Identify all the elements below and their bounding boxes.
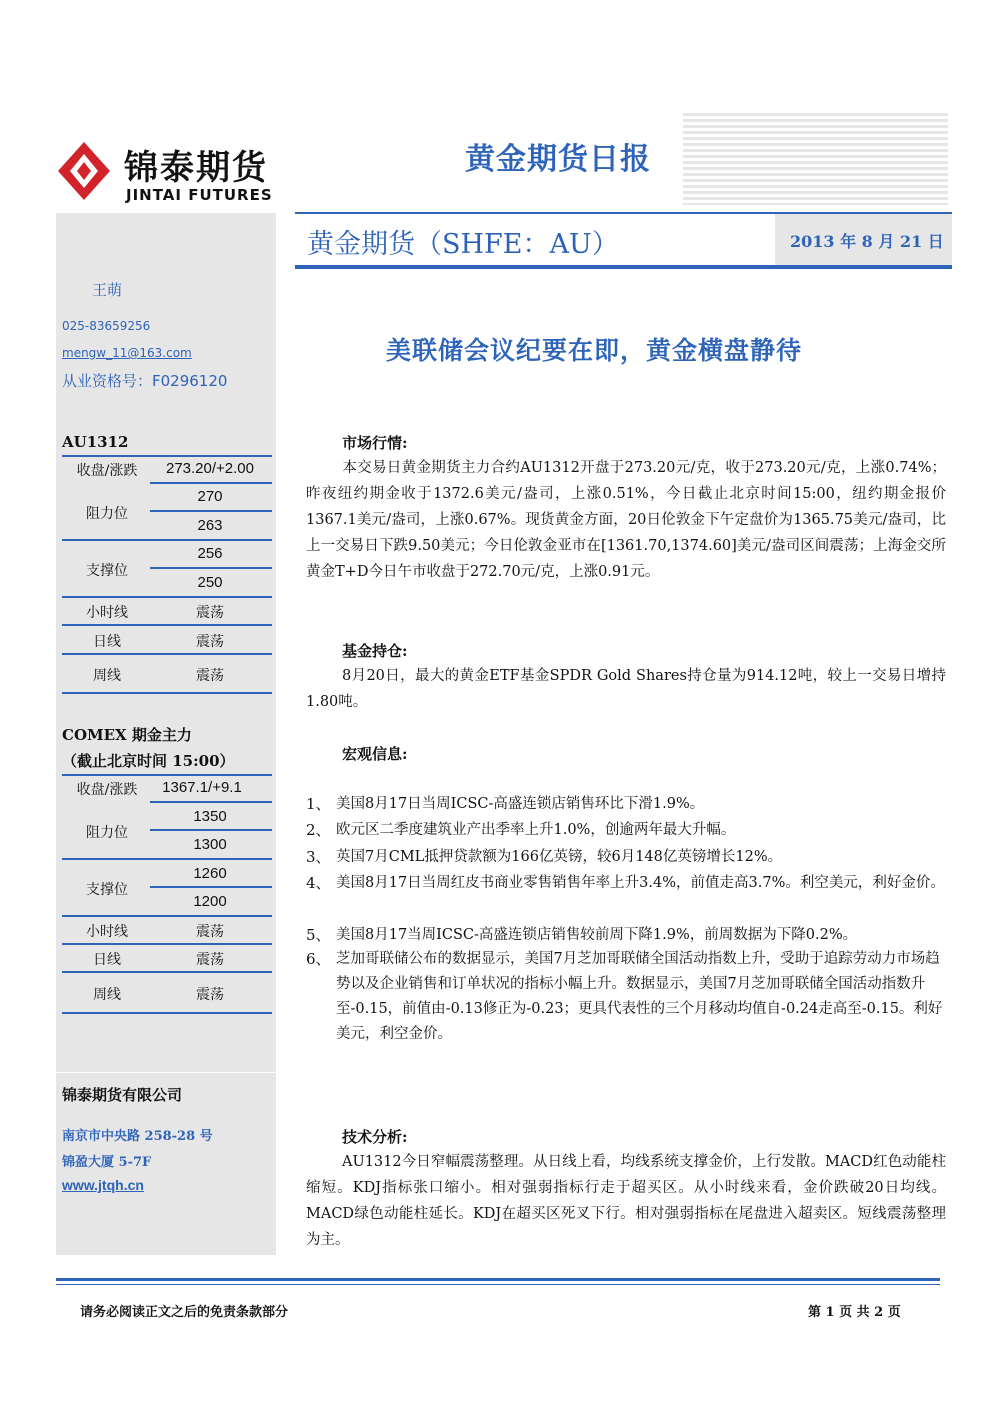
au-resistance-1: 270 (197, 488, 223, 505)
comex-support-1: 1260 (193, 865, 227, 882)
comex-close-label: 收盘/涨跌 (76, 782, 138, 798)
comex-support-label: 支撑位 (86, 882, 128, 898)
headline: 美联储会议纪要在即，黄金横盘静待 (386, 336, 803, 365)
macro-item-text: 芝加哥联储公布的数据显示，美国7月芝加哥联储全国活动指数上升，受助于追踪劳动力市场趋势以及企业销售和订单状况的指标小幅上升。数据显示，美国7月芝加哥联储全国活动指数升至-0.15，前值由-0.13修正为-0.23；更具代表性的三个月移动均值自-0.24走高至-0.15。利好美元，利空金价。 (336, 951, 943, 1042)
comex-daily-label: 日线 (93, 952, 121, 968)
au-support-label: 支撑位 (86, 563, 128, 579)
fund-text: 8月20日，最大的黄金ETF基金SPDR Gold Shares持仓量为914.12吨，较上一交易日增持1.80吨。 (306, 668, 946, 710)
fund-section-title: 基金持仓: (342, 642, 408, 660)
macro-item-text: 欧元区二季度建筑业产出季率上升1.0%，创逾两年最大升幅。 (336, 822, 736, 838)
au-weekly-label: 周线 (93, 668, 121, 684)
macro-item-text: 英国7月CML抵押贷款额为166亿英镑，较6月148亿英镑增长12%。 (336, 849, 783, 865)
sidebar-separator (56, 1072, 276, 1073)
au-daily-label: 日线 (93, 634, 121, 650)
comex-close-value: 1367.1/+9.1 (162, 779, 242, 796)
macro-item-number: 4、 (306, 874, 331, 892)
au-close-value: 273.20/+2.00 (165, 460, 254, 477)
analyst-email-link[interactable]: mengw_11@163.com (62, 346, 192, 360)
comex-weekly-value: 震荡 (196, 987, 224, 1003)
table-divider (62, 943, 272, 945)
au-resistance-label: 阻力位 (86, 506, 128, 522)
au-weekly-value: 震荡 (196, 668, 224, 684)
au-resistance-2: 263 (197, 517, 223, 534)
comex-hourly-value: 震荡 (196, 924, 224, 940)
table-divider (62, 1012, 272, 1014)
macro-item-number: 5、 (306, 926, 331, 944)
macro-item (306, 923, 946, 948)
table-divider (62, 596, 272, 598)
logo-diamond-icon (56, 140, 112, 202)
table-divider (62, 455, 272, 457)
footer-page-number: 第 1 页 共 2 页 (808, 1305, 901, 1320)
table-divider (62, 915, 272, 917)
table-divider (62, 624, 272, 626)
macro-item (306, 845, 946, 870)
table-divider (62, 692, 272, 694)
logo-name-cn: 锦泰期货 (124, 148, 268, 188)
macro-item-number: 1、 (306, 795, 331, 813)
table-divider (150, 886, 272, 888)
technical-text: AU1312今日窄幅震荡整理。从日线上看，均线系统支撑金价，上行发散。MACD红色动能柱缩短。KDJ指标张口缩小。相对强弱指标行走于超买区。从小时线来看，金价跌破20日均线。MACD绿色动能柱延长。KDJ在超买区死叉下行。相对强弱指标在尾盘进入超卖区。短线震荡整理为主。 (306, 1154, 946, 1248)
table-divider (150, 482, 272, 484)
comex-resistance-1: 1350 (193, 808, 227, 825)
company-name: 锦泰期货有限公司 (62, 1086, 183, 1104)
analyst-license: 从业资格号：F0296120 (62, 372, 228, 390)
analyst-name: 王萌 (92, 281, 123, 299)
table-divider (62, 539, 272, 541)
au-support-2: 250 (197, 574, 223, 591)
comex-daily-value: 震荡 (196, 952, 224, 968)
report-title: 黄金期货日报 (465, 142, 651, 177)
company-address-line1: 南京市中央路 258-28 号 (62, 1129, 213, 1144)
macro-item (306, 871, 946, 896)
fund-section-text (306, 663, 946, 715)
technical-section-title: 技术分析: (342, 1128, 408, 1146)
company-logo (56, 140, 281, 210)
au-table-title: AU1312 (62, 433, 129, 451)
technical-section-text (306, 1149, 946, 1253)
footer-disclaimer: 请务必阅读正文之后的免责条款部分 (80, 1305, 289, 1320)
table-divider (150, 801, 272, 803)
au-support-1: 256 (197, 545, 223, 562)
report-date: 2013 年 8 月 21 日 (790, 232, 944, 251)
macro-item-text: 美国8月17日当周红皮书商业零售销售年率上升3.4%，前值走高3.7%。利空美元，利好金价。 (336, 875, 945, 891)
macro-item-number: 3、 (306, 848, 331, 866)
header-bottom-line (295, 265, 952, 269)
comex-table-title: COMEX 期金主力 (62, 726, 192, 744)
market-section-title: 市场行情: (342, 434, 408, 452)
au-daily-value: 震荡 (196, 634, 224, 650)
footer-line-thin (56, 1284, 940, 1285)
company-website-link[interactable]: www.jtqh.cn (62, 1177, 144, 1193)
table-divider (62, 858, 272, 860)
table-divider (62, 774, 272, 776)
macro-item-text: 美国8月17当周ICSC-高盛连锁店销售较前周下降1.9%，前周数据为下降0.2%。 (336, 927, 858, 943)
table-divider (150, 567, 272, 569)
comex-resistance-label: 阻力位 (86, 825, 128, 841)
au-hourly-value: 震荡 (196, 605, 224, 621)
macro-section-title: 宏观信息: (342, 745, 408, 763)
comex-support-2: 1200 (193, 893, 227, 910)
table-divider (62, 653, 272, 655)
au-close-label: 收盘/涨跌 (76, 463, 138, 479)
macro-item-number: 2、 (306, 821, 331, 839)
macro-item (306, 947, 946, 1047)
company-address-line2: 锦盈大厦 5-7F (62, 1155, 152, 1170)
macro-item (306, 818, 946, 843)
comex-resistance-2: 1300 (193, 836, 227, 853)
comex-table-subtitle: （截止北京时间 15:00） (62, 752, 235, 770)
table-divider (62, 971, 272, 973)
analyst-phone: 025-83659256 (62, 319, 151, 333)
header-stripes (683, 113, 948, 205)
table-divider (150, 510, 272, 512)
logo-name-en: JINTAI FUTURES (126, 186, 273, 204)
macro-item-number: 6、 (306, 950, 331, 968)
product-title: 黄金期货（SHFE：AU） (307, 229, 619, 260)
footer-line (56, 1278, 940, 1281)
table-divider (150, 829, 272, 831)
macro-item-text: 美国8月17日当周ICSC-高盛连锁店销售环比下滑1.9%。 (336, 796, 705, 812)
market-section-text (306, 455, 946, 585)
market-text: 本交易日黄金期货主力合约AU1312开盘于273.20元/克，收于273.20元/克，上涨0.74%；昨夜纽约期金收于1372.6美元/盎司，上涨0.51%，今日截止北京时间15:00，纽约期金报价1367.1美元/盎司，上涨0.67%。现货黄金方面，20日伦敦金下午定盘价为1365.75美元/盎司，比上一交易日下跌9.50美元；今日伦敦金亚市在[1361.70,1374.60]美元/盎司区间震荡；上海金交所黄金T+D今日午市收盘于272.70元/克，上涨0.91元。 (306, 460, 946, 580)
macro-item (306, 792, 946, 817)
comex-weekly-label: 周线 (93, 987, 121, 1003)
comex-hourly-label: 小时线 (86, 924, 128, 940)
au-hourly-label: 小时线 (86, 605, 128, 621)
